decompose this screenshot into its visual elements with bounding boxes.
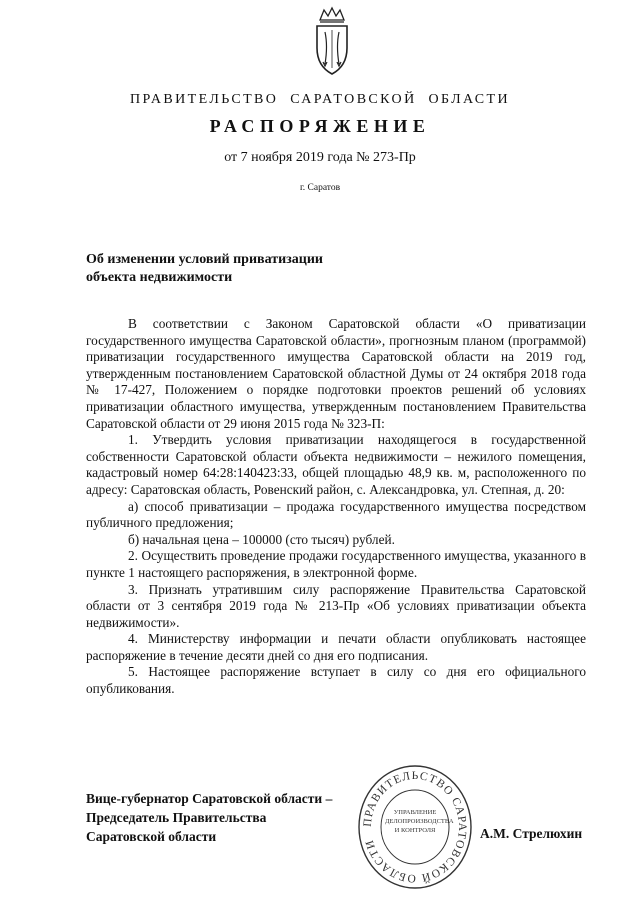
subject-line-2: объекта недвижимости (86, 270, 233, 285)
body-paragraph: 3. Признать утратившим силу распоряжение Правительства Саратовской области от 3 сентября 2019 года № 213-Пр «Об условиях приватизации объекта недвижимости». (86, 581, 586, 630)
signature-line-2: Председатель Правительства (86, 810, 267, 825)
official-stamp (355, 762, 475, 892)
stamp-ring-text: ПРАВИТЕЛЬСТВО САРАТОВСКОЙ ОБЛАСТИ (361, 769, 469, 885)
document-subject (86, 251, 386, 287)
document-city: г. Саратов (299, 183, 341, 193)
signature-line-3: Саратовской области (86, 829, 217, 844)
signer-name: А.М. Стрелюхин (480, 826, 583, 841)
government-name: ПРАВИТЕЛЬСТВО САРАТОВСКОЙ ОБЛАСТИ (129, 92, 510, 107)
body-paragraph: 2. Осуществить проведение продажи государственного имущества, указанного в пункте 1 настоящего распоряжения, в электронной форме. (86, 548, 586, 580)
signature-line-1: Вице-губернатор Саратовской области – (86, 791, 333, 806)
body-paragraph: 4. Министерству информации и печати области опубликовать настоящее распоряжение в течение десяти дней со дня его подписания. (86, 631, 586, 663)
body-paragraph: 5. Настоящее распоряжение вступает в силу со дня его официального опубликования. (86, 664, 586, 697)
subject-line-1: Об изменении условий приватизации (86, 252, 323, 267)
body-paragraph: б) начальная цена – 100000 (сто тысяч) рублей. (128, 531, 395, 547)
document-body (86, 316, 586, 698)
stamp-center-text: УПРАВЛЕНИЕ ДЕЛОПРОИЗВОДСТВА И КОНТРОЛЯ (385, 809, 454, 834)
signature-block (86, 789, 366, 846)
body-paragraph: 1. Утвердить условия приватизации находящегося в государственной собственности Саратовской области объекта недвижимости – нежилого помещения, кадастровый номер 64:28:140423:33, общей площадью 48,9 кв. м, расположенного по адресу: Саратовская область, Ровенский район, с. Александровка, ул. Степная, д. 20: (86, 432, 586, 497)
document-date: от 7 ноября 2019 года № 273-Пр (224, 150, 416, 165)
saratov-coat-of-arms-icon (312, 6, 352, 78)
body-paragraph: В соответствии с Законом Саратовской области «О приватизации государственного имущества Саратовской области», прогнозным планом (программой) приватизации государственного имущества Саратовской области на 2019 год, утвержденным постановлением Саратовской областной Думы от 24 октября 2018 года № 17-427, Положением о порядке подготовки проектов решений об условиях приватизации областного имущества, утвержденным постановлением Правительства Саратовской области от 29 июня 2015 года № 323-П: (86, 316, 586, 431)
body-paragraph: а) способ приватизации – продажа государственного имущества посредством публичного предложения; (86, 498, 586, 531)
document-type: РАСПОРЯЖЕНИЕ (209, 116, 431, 136)
